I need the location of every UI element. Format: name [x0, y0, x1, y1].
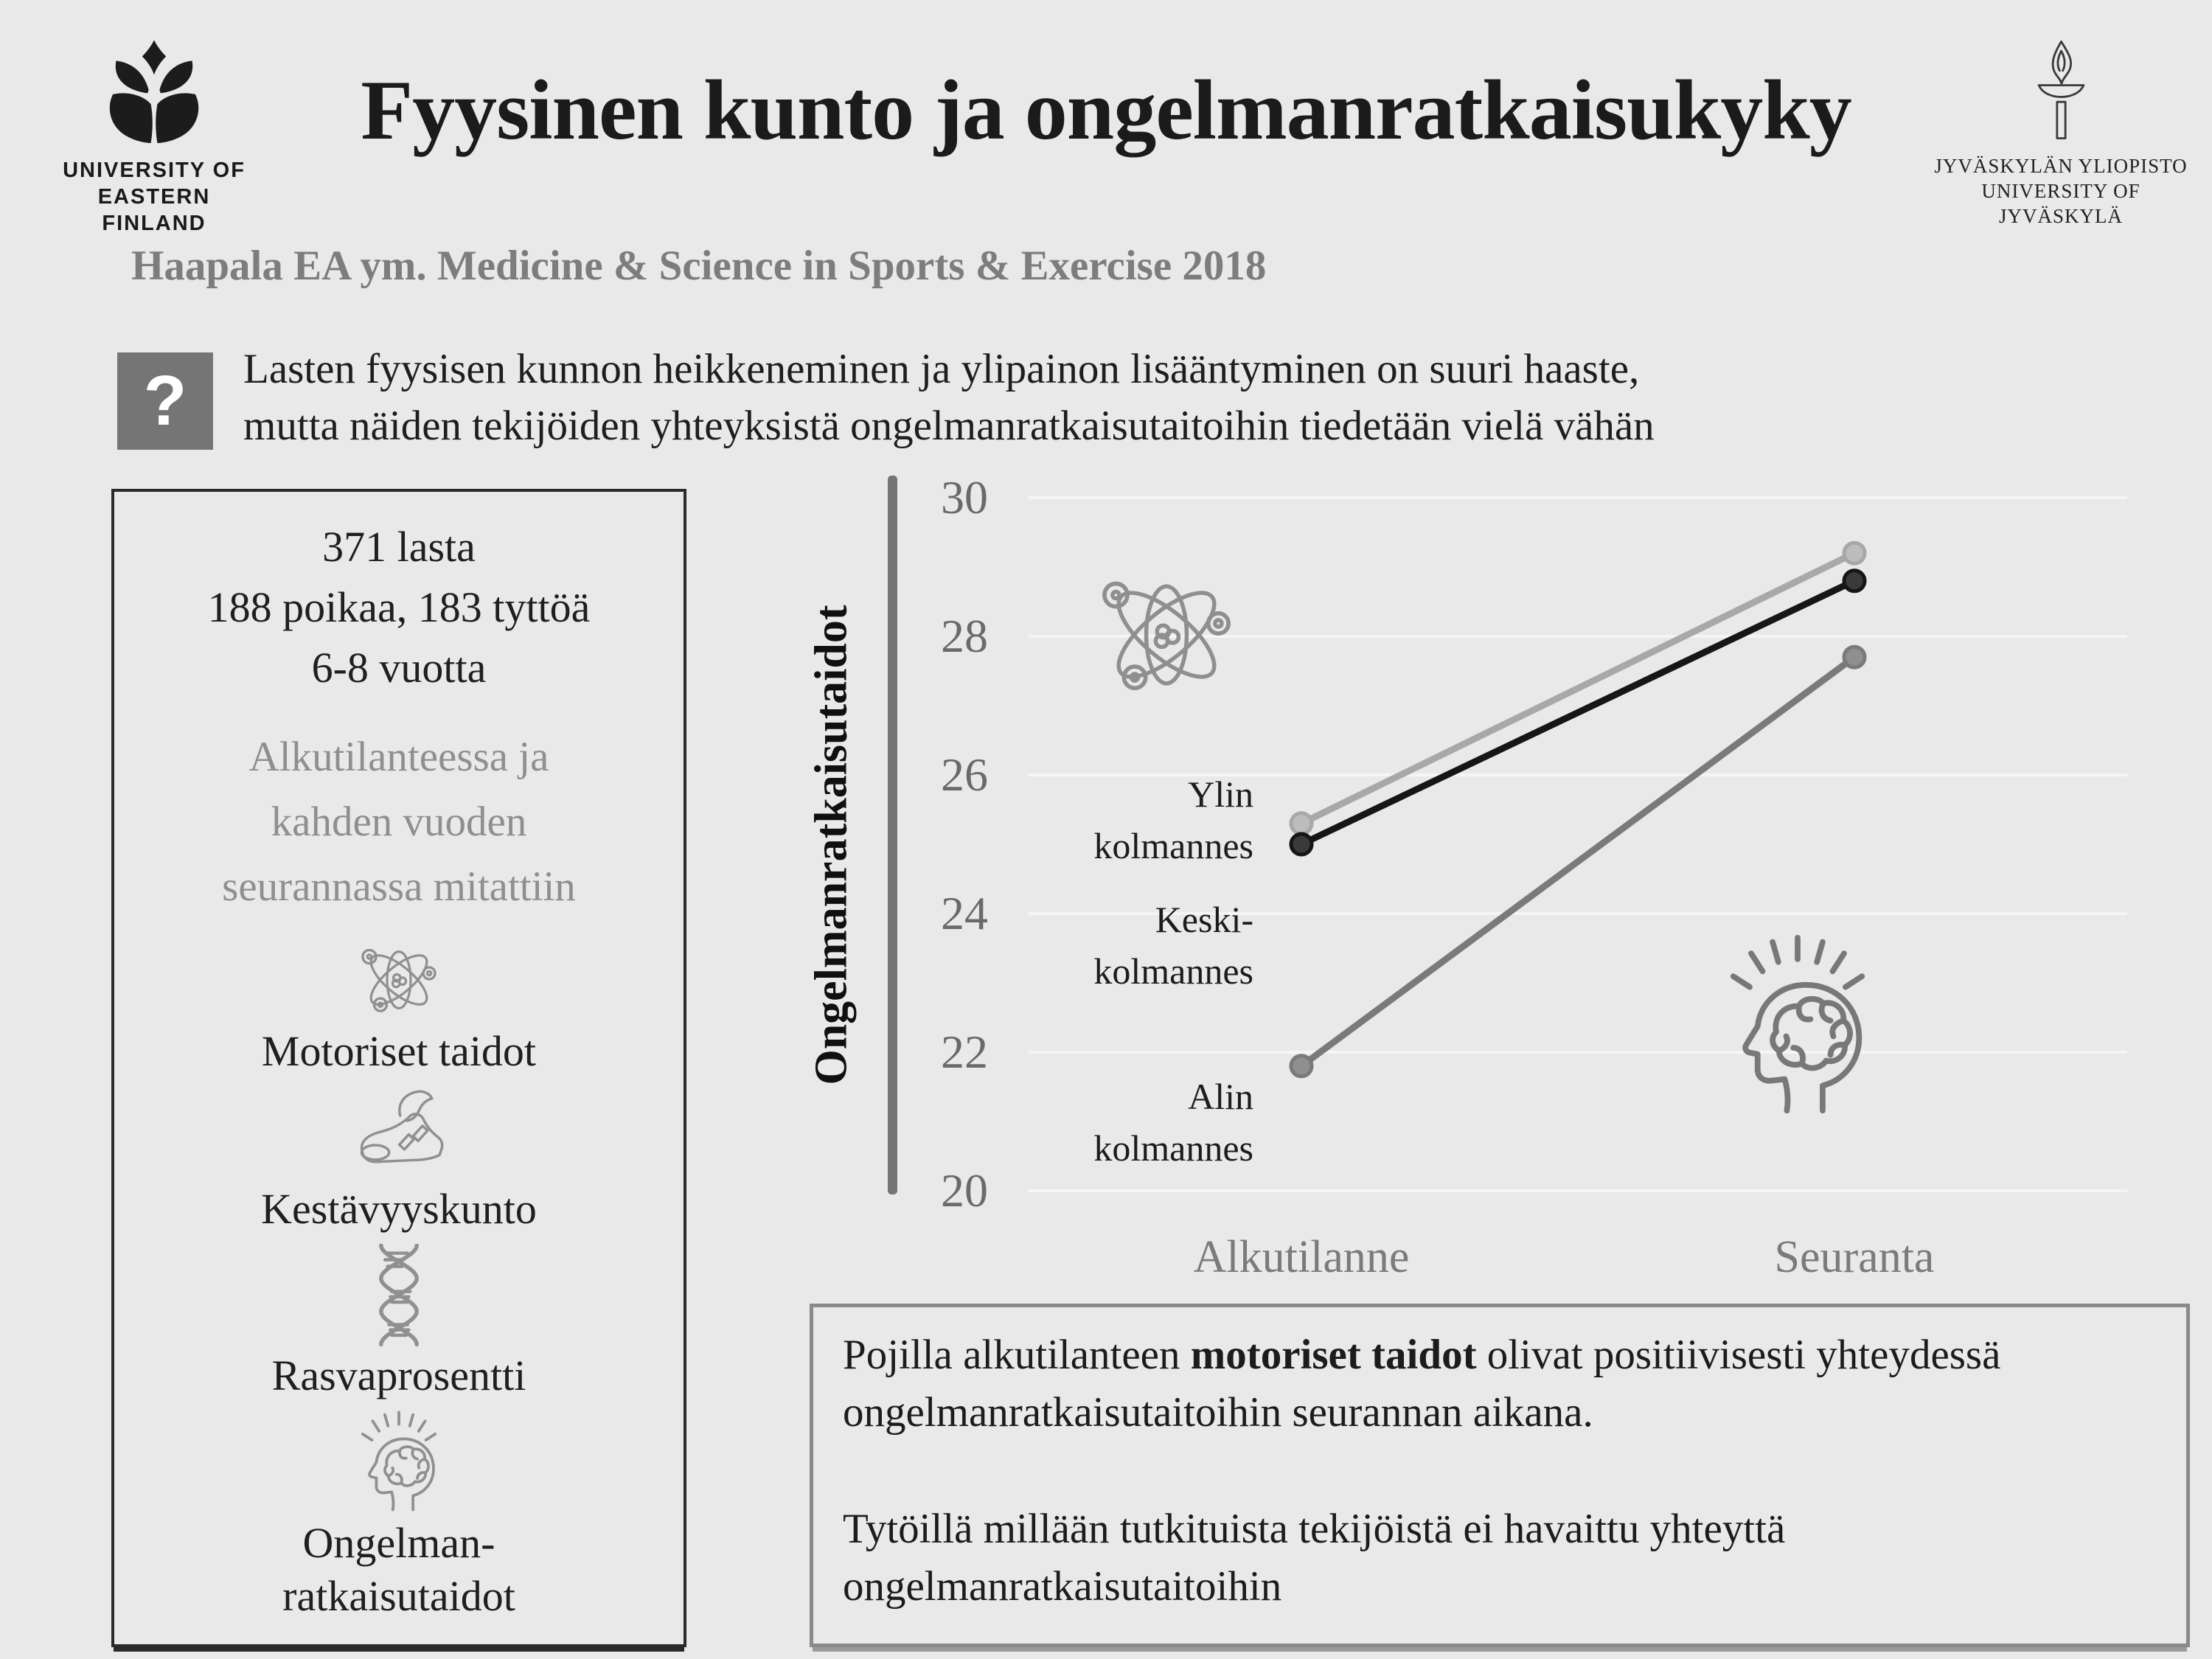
chart-marker [1291, 1056, 1312, 1077]
jyu-torch-logo-icon [2026, 35, 2096, 150]
finding-girls: Tytöillä millään tutkituista tekijöistä ei havaittu yhteyttä ongelmanratkaisutaitoihin [843, 1506, 1786, 1610]
measure-problem-solving-line1: Ongelman- [302, 1519, 495, 1567]
y-tick-label: 22 [941, 1026, 988, 1078]
question-mark-icon: ? [143, 361, 187, 440]
y-tick-label: 20 [941, 1164, 988, 1217]
y-tick-label: 26 [941, 748, 988, 801]
series-label-line: Keski- [1155, 899, 1253, 940]
measure-motor-skills: Motoriset taidot [261, 1027, 537, 1075]
series-label-line: Alin [1188, 1076, 1253, 1117]
atom-icon [1096, 559, 1237, 711]
series-label-line: kolmannes [1093, 1127, 1253, 1169]
series-label-Keski-kolmannes [1032, 894, 1253, 997]
uef-plant-logo-icon [99, 37, 209, 153]
chart-marker [1844, 647, 1865, 667]
chart-line-Keski-kolmannes [1301, 581, 1854, 844]
chart-marker [1844, 571, 1865, 591]
series-label-line: kolmannes [1093, 950, 1253, 992]
y-tick-label: 24 [941, 887, 988, 939]
y-tick-label: 28 [941, 610, 988, 662]
atom-icon [358, 939, 440, 1021]
study-summary-box [111, 489, 686, 1647]
question-line2: mutta näiden tekijöiden yhteyksistä ongelmanratkaisutaitoihin tiedetään vielä vähän [243, 403, 1655, 449]
participants-age: 6-8 vuotta [311, 644, 487, 692]
running-shoe-icon [349, 1089, 449, 1179]
participants-count: 371 lasta [322, 523, 476, 571]
brain-icon [345, 1409, 453, 1514]
series-label-line: Ylin [1188, 773, 1253, 815]
jyu-logo-text-line1: JYVÄSKYLÄN YLIOPISTO [1934, 155, 2188, 177]
chart-marker [1844, 543, 1865, 563]
y-tick-label: 30 [941, 471, 988, 524]
uef-logo-text-line2: EASTERN FINLAND [97, 185, 211, 235]
x-axis-label-Seuranta: Seuranta [1774, 1232, 1935, 1282]
measure-fat-percent: Rasvaprosentti [271, 1352, 526, 1399]
measure-endurance: Kestävyyskunto [261, 1185, 537, 1233]
finding-boys-text: Pojilla alkutilanteen [843, 1332, 1191, 1378]
findings-box [810, 1304, 2190, 1647]
y-axis-bar [888, 476, 897, 1194]
finding-boys [843, 1326, 2157, 1441]
x-axis-label-Alkutilanne: Alkutilanne [1193, 1232, 1410, 1282]
chart-line-Ylin kolmannes [1301, 553, 1854, 824]
page-title: Fyysinen kunto ja ongelmanratkaisukyky [361, 63, 1851, 158]
intro-line3: seurannassa mitattiin [222, 863, 576, 910]
intro-line2: kahden vuoden [271, 799, 527, 845]
participants-split: 188 poikaa, 183 tyttöä [207, 583, 591, 631]
uef-logo-text-line1: UNIVERSITY OF [63, 159, 246, 182]
citation: Haapala EA ym. Medicine & Science in Sports & Exercise 2018 [131, 243, 1267, 289]
finding-boys-bold: motoriset taidot [1190, 1332, 1477, 1378]
chart-marker [1291, 813, 1312, 834]
question-statement [243, 341, 1655, 454]
jyu-logo-text-line2: UNIVERSITY OF JYVÄSKYLÄ [1981, 180, 2140, 227]
series-label-Ylin kolmannes [1032, 768, 1253, 872]
finding-boys-text-cont: olivat positiivisesti yhteydessä ongelmanratkaisutaitoihin seurannan aikana. [843, 1332, 2001, 1436]
uef-logo [62, 37, 246, 237]
y-axis-title: Ongelmanratkaisutaidot [806, 605, 857, 1085]
series-label-Alin kolmannes [1032, 1071, 1253, 1174]
question-mark-badge [117, 352, 213, 450]
intro-line1: Alkutilanteessa ja [248, 734, 549, 780]
jyu-logo [1932, 35, 2190, 229]
brain-icon [1705, 914, 1891, 1135]
question-line1: Lasten fyysisen kunnon heikkeneminen ja ylipainon lisääntyminen on suuri haaste, [243, 346, 1640, 392]
series-label-line: kolmannes [1093, 825, 1253, 866]
dna-icon [369, 1244, 429, 1347]
measure-problem-solving-line2: ratkaisutaidot [282, 1572, 515, 1620]
chart-marker [1291, 834, 1312, 855]
